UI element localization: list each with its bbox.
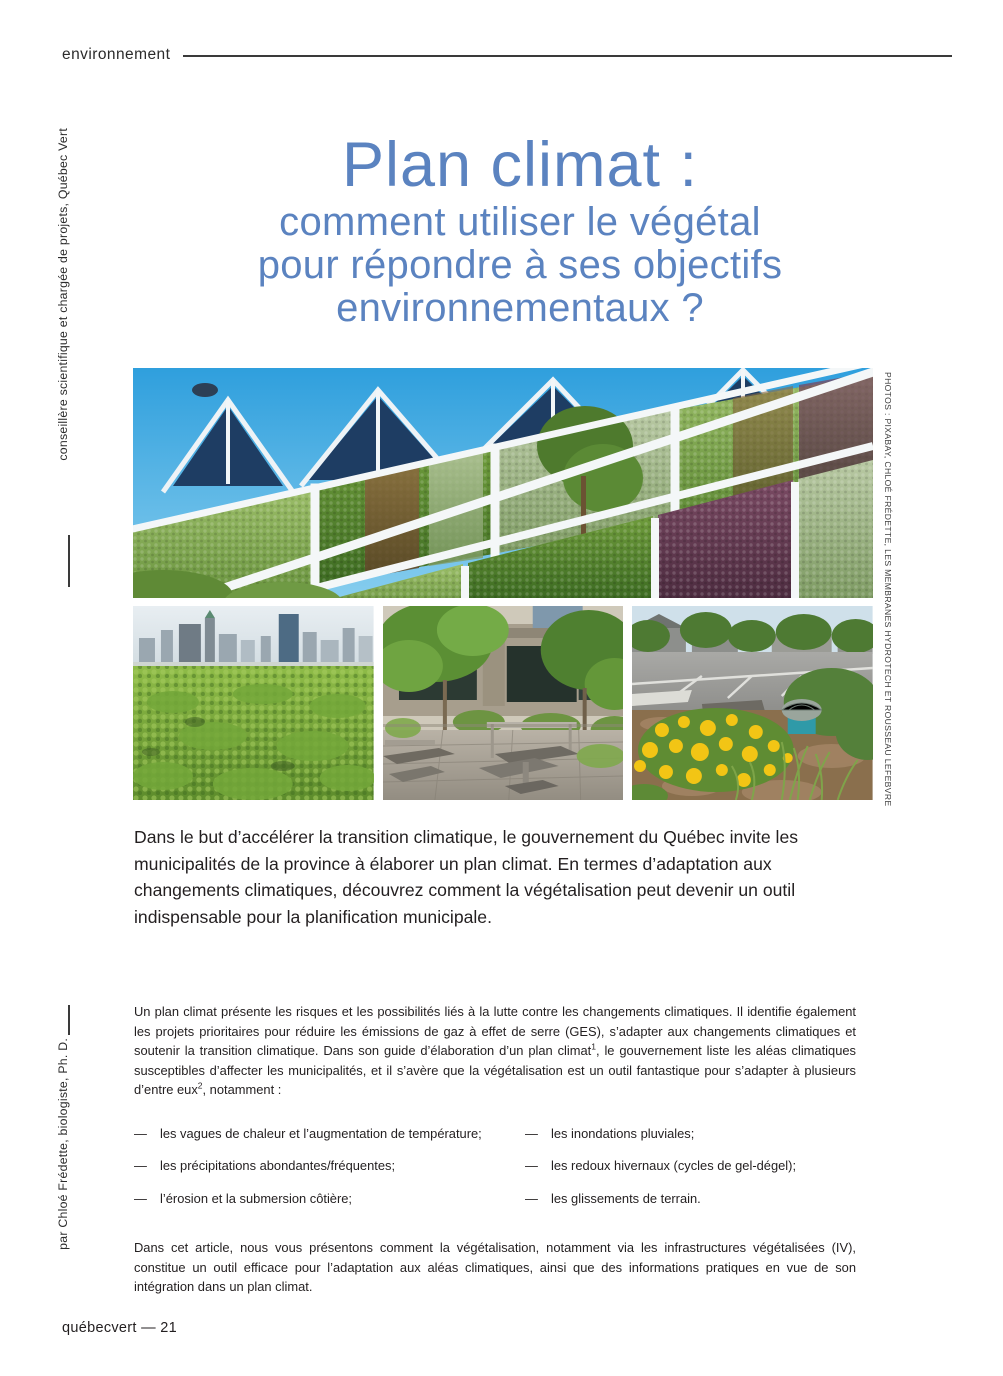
hazard-list-right bbox=[495, 1124, 856, 1221]
sidebar-rule-bottom bbox=[68, 1005, 70, 1035]
sidebar-rule-top bbox=[68, 535, 70, 587]
dash-marker: — bbox=[525, 1126, 538, 1141]
lead-paragraph: Dans le but d’accélérer la transition climatique, le gouvernement du Québec invite les municipalités de la province à élaborer un plan climat. En termes d’adaptation aux changements climatiques, découvrez comment la végétalisation peut devenir un outil indispensable pour la planification municipale. bbox=[134, 827, 799, 927]
footnote-ref-2: 2 bbox=[197, 1081, 203, 1092]
body-p1-part-c: , notamment : bbox=[202, 1082, 282, 1098]
body-paragraph-2: Dans cet article, nous vous présentons comment la végétalisation, notamment via les infrastructures végétalisées (IV), constitue un outil efficace pour l’adaptation aux aléas climatiques, ainsi que des informations pratiques en vue de son intégration dans un plan climat. bbox=[134, 1240, 856, 1295]
title-sub-line-3: environnementaux ? bbox=[336, 286, 704, 330]
title-main-line: Plan climat : bbox=[341, 130, 699, 200]
green-wall-illustration bbox=[133, 368, 873, 598]
footnote-ref-1: 1 bbox=[591, 1041, 596, 1052]
list-item-label: les glissements de terrain. bbox=[551, 1190, 701, 1206]
bioswale-illustration bbox=[632, 606, 873, 800]
body-paragraph-1 bbox=[134, 1002, 856, 1100]
list-item bbox=[134, 1124, 495, 1143]
byline-author: par Chloé Frédette, biologiste, Ph. D. bbox=[56, 1038, 70, 1250]
dash-marker: — bbox=[525, 1190, 538, 1206]
dash-marker: — bbox=[525, 1158, 538, 1174]
green-roof-illustration bbox=[133, 606, 374, 800]
thumb-bioswale bbox=[632, 606, 873, 800]
climate-hazards-lists bbox=[134, 1124, 856, 1221]
courtyard-illustration bbox=[383, 606, 624, 800]
body-p1-part-b: , le gouvernement liste les aléas climatiques susceptibles d’affecter les municipalités, et il s’avère que la végétalisation est un outil fantastique pour s’adapter à plusieurs d’entre eux bbox=[134, 1043, 856, 1098]
page-header bbox=[62, 40, 952, 70]
header-divider-rule bbox=[183, 55, 952, 57]
dash-marker: — bbox=[134, 1158, 147, 1174]
page-footer: québecvert — 21 bbox=[62, 1320, 177, 1336]
hero-photo-green-wall bbox=[133, 368, 873, 598]
thumbnail-photo-row bbox=[133, 606, 873, 800]
list-item bbox=[134, 1189, 495, 1208]
dash-marker: — bbox=[134, 1190, 147, 1206]
photo-credit: PHOTOS : PIXABAY, CHLOÉ FRÉDETTE, LES MEMBRANES HYDROTECH ET ROUSSEAU LEFEBVRE bbox=[883, 372, 893, 807]
title-sub-line-2: pour répondre à ses objectifs bbox=[257, 243, 783, 287]
page-title bbox=[150, 130, 890, 330]
list-item bbox=[134, 1156, 495, 1175]
list-item-label: les vagues de chaleur et l’augmentation de température; bbox=[160, 1126, 482, 1141]
byline-role: conseillère scientifique et chargée de projets, Québec Vert bbox=[56, 128, 70, 461]
thumb-green-roof bbox=[133, 606, 374, 800]
list-item bbox=[525, 1189, 856, 1208]
list-item bbox=[525, 1156, 856, 1175]
list-item bbox=[525, 1124, 856, 1143]
hazard-list-left bbox=[134, 1124, 495, 1221]
section-kicker: environnement bbox=[62, 46, 171, 63]
list-item-label: l’érosion et la submersion côtière; bbox=[160, 1190, 353, 1206]
list-item-label: les redoux hivernaux (cycles de gel-dégel); bbox=[551, 1158, 797, 1174]
list-item-label: les précipitations abondantes/fréquentes; bbox=[160, 1158, 396, 1174]
dash-marker: — bbox=[134, 1126, 147, 1141]
title-sub-line-1: comment utiliser le végétal bbox=[279, 200, 761, 244]
thumb-courtyard bbox=[383, 606, 624, 800]
body-p1-part-a: Un plan climat présente les risques et les possibilités liés à la lutte contre les changements climatiques. Il identifie également les projets prioritaires pour réduire les émissions de gaz à effet de serre (GES), s’adapter aux changements climatiques et soutenir la transition climatique. Dans son guide d’élaboration d’un plan climat bbox=[134, 1004, 856, 1059]
list-item-label: les inondations pluviales; bbox=[551, 1126, 695, 1141]
